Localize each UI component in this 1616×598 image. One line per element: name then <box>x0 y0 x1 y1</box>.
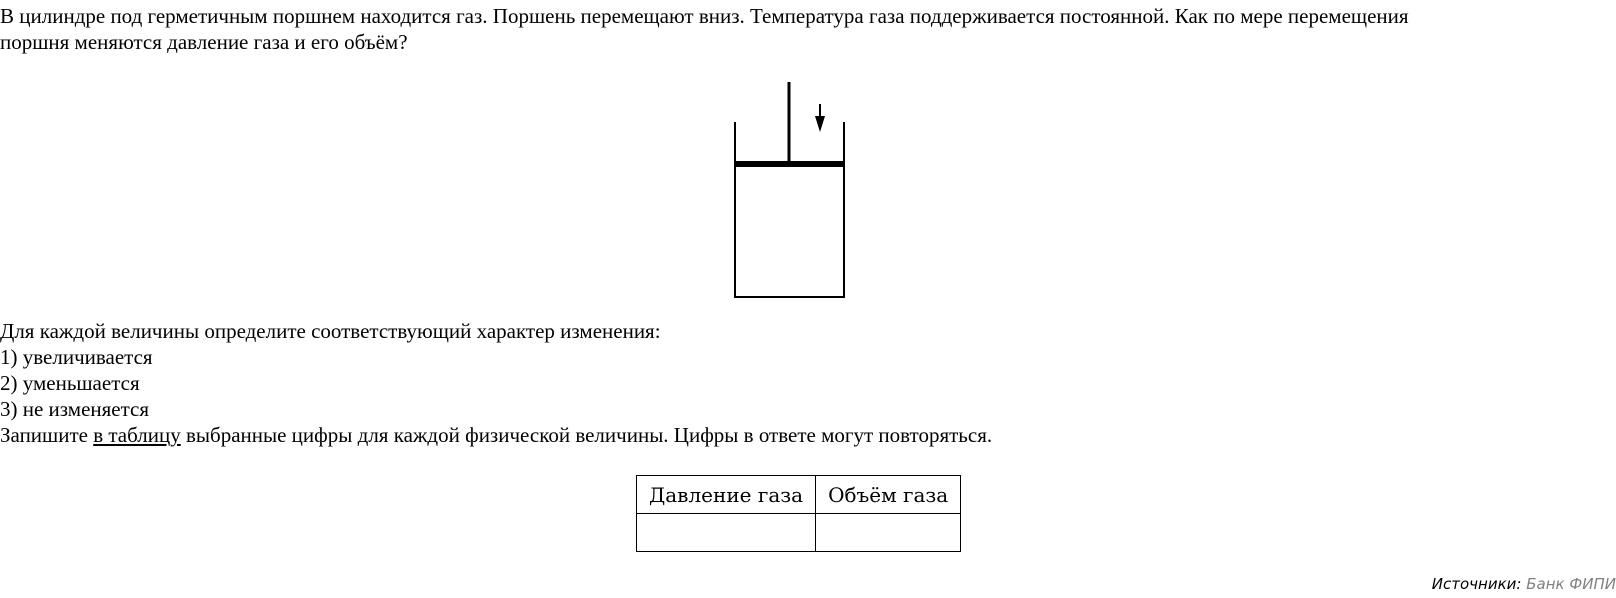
instruction-text: Для каждой величины определите соответствующий характер изменения: <box>0 319 661 343</box>
source-line <box>1432 575 1616 593</box>
write-after: выбранные цифры для каждой физической величины. Цифры в ответе могут повторяться. <box>180 423 993 447</box>
answer-cell-pressure[interactable] <box>637 514 816 552</box>
down-arrow-icon <box>815 104 825 132</box>
header-pressure: Давление газа <box>637 476 816 514</box>
header-volume: Объём газа <box>816 476 961 514</box>
question-text-line1: В цилиндре под герметичным поршнем находится газ. Поршень перемещают вниз. Температура газа поддерживается постоянной. Как по мере перемещения <box>0 4 1409 28</box>
answer-table <box>636 475 961 552</box>
table-link[interactable]: в таблицу <box>93 423 181 447</box>
option-1: 1) увеличивается <box>0 345 153 369</box>
write-before: Запишите <box>0 423 94 447</box>
cylinder-piston-diagram <box>730 82 850 304</box>
write-instruction <box>0 422 992 448</box>
option-3: 3) не изменяется <box>0 397 150 421</box>
source-label: Источники: <box>1431 575 1522 593</box>
question-text-line2: поршня меняются давление газа и его объём? <box>0 30 408 54</box>
source-link[interactable]: Банк ФИПИ <box>1526 575 1616 593</box>
answer-cell-volume[interactable] <box>816 514 961 552</box>
option-2: 2) уменьшается <box>0 371 140 395</box>
